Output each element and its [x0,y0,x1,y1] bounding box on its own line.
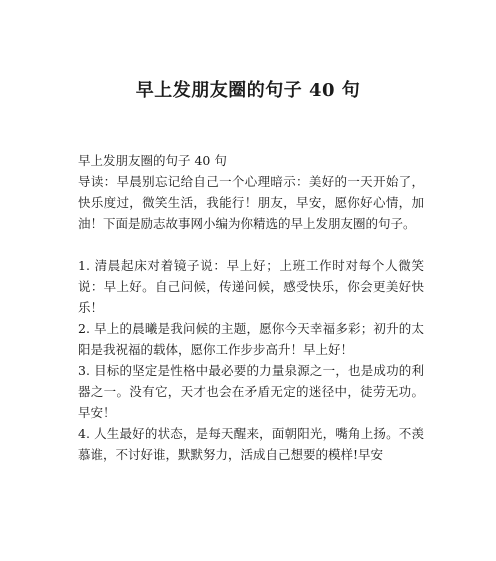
list-item-4: 4. 人生最好的状态，是每天醒来，面朝阳光，嘴角上扬。不羡慕谁，不讨好谁，默默努力，活成自己想要的模样!早安 [78,426,424,462]
list-item-3: 3. 目标的坚定是性格中最必要的力量泉源之一，也是成功的利器之一。没有它，天才也会在矛盾无定的迷径中，徒劳无功。早安！ [78,363,424,420]
paragraph-spacer [78,234,424,255]
subtitle-line: 早上发朋友圈的句子 40 句 [78,153,227,168]
document-title: 早上发朋友圈的句子 40 句 [135,80,361,101]
document-body [78,150,424,465]
list-item-2: 2. 早上的晨曦是我问候的主题，愿你今天幸福多彩；初升的太阳是我祝福的载体，愿你工作步步高升！早上好！ [78,321,424,357]
intro-paragraph: 导读：早晨别忘记给自己一个心理暗示：美好的一天开始了，快乐度过，微笑生活，我能行！朋友，早安，愿你好心情，加油！下面是励志故事网小编为你精选的早上发朋友圈的句子。 [78,174,424,231]
list-item-1: 1. 清晨起床对着镜子说：早上好；上班工作时对每个人微笑说：早上好。自己问候，传递问候，感受快乐，你会更美好快乐！ [78,258,424,315]
